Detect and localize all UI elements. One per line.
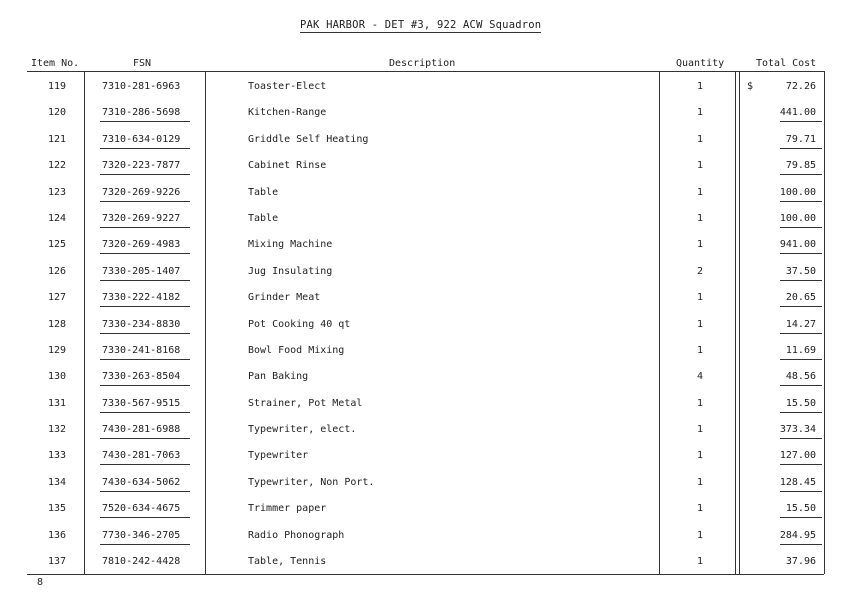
cost-underline [780, 491, 822, 492]
item-number: 136 [48, 529, 67, 541]
item-number: 135 [48, 503, 67, 515]
table-row [0, 179, 850, 205]
quantity: 1 [696, 107, 704, 119]
table-row [0, 258, 850, 284]
total-cost: 100.00 [779, 212, 816, 224]
item-number: 130 [48, 371, 67, 383]
item-number: 134 [48, 476, 67, 488]
table-row [0, 416, 850, 442]
header-item-no: Item No. [31, 58, 80, 69]
cost-underline [780, 385, 822, 386]
fsn-code: 7320-269-9227 [102, 212, 181, 224]
fsn-underline [100, 464, 190, 465]
fsn-underline [100, 517, 190, 518]
quantity: 1 [696, 529, 704, 541]
header-fsn: FSN [133, 58, 152, 69]
table-row [0, 152, 850, 178]
table-top-rule [27, 71, 824, 72]
quantity: 1 [696, 292, 704, 304]
quantity: 1 [696, 556, 704, 568]
fsn-code: 7320-223-7877 [102, 160, 181, 172]
total-cost: 127.00 [779, 450, 816, 462]
quantity: 1 [696, 450, 704, 462]
total-cost: 72.26 [785, 81, 816, 92]
dollar-sign: $ [747, 81, 754, 92]
table-row [0, 495, 850, 521]
fsn-code: 7330-567-9515 [102, 397, 181, 409]
description: Typewriter [248, 450, 309, 462]
cost-underline [780, 544, 822, 545]
description: Kitchen-Range [248, 107, 327, 119]
fsn-underline [100, 148, 190, 149]
description: Grinder Meat [248, 292, 321, 304]
cost-underline [780, 438, 822, 439]
total-cost: 20.65 [785, 292, 816, 304]
total-cost: 15.50 [785, 397, 816, 409]
fsn-underline [100, 174, 190, 175]
description: Pot Cooking 40 qt [248, 318, 351, 330]
cost-underline [780, 253, 822, 254]
table-row [0, 99, 850, 125]
fsn-code: 7320-269-9226 [102, 186, 181, 198]
cost-underline [780, 148, 822, 149]
cost-underline [780, 280, 822, 281]
total-cost: 284.95 [779, 529, 816, 541]
fsn-code: 7330-234-8830 [102, 318, 181, 330]
item-number: 132 [48, 424, 67, 436]
fsn-underline [100, 253, 190, 254]
quantity: 1 [696, 424, 704, 436]
quantity: 1 [696, 133, 704, 145]
table-row [0, 311, 850, 337]
header-description: Description [389, 58, 456, 69]
quantity: 1 [696, 239, 704, 251]
total-cost: 128.45 [779, 476, 816, 488]
fsn-underline [100, 333, 190, 334]
table-row [0, 205, 850, 231]
fsn-underline [100, 438, 190, 439]
description: Strainer, Pot Metal [248, 397, 363, 409]
fsn-underline [100, 491, 190, 492]
total-cost: 100.00 [779, 186, 816, 198]
description: Jug Insulating [248, 265, 333, 277]
item-number: 120 [48, 107, 67, 119]
total-cost: 79.85 [785, 160, 816, 172]
fsn-code: 7430-281-7063 [102, 450, 181, 462]
description: Table [248, 212, 279, 224]
table-row [0, 390, 850, 416]
description: Trimmer paper [248, 503, 327, 515]
total-cost: 373.34 [779, 424, 816, 436]
table-row [0, 126, 850, 152]
cost-underline [780, 201, 822, 202]
description: Pan Baking [248, 371, 309, 383]
description: Toaster-Elect [248, 81, 327, 92]
item-number: 131 [48, 397, 67, 409]
quantity: 1 [696, 344, 704, 356]
item-number: 133 [48, 450, 67, 462]
fsn-code: 7330-263-8504 [102, 371, 181, 383]
cost-underline [780, 306, 822, 307]
fsn-underline [100, 121, 190, 122]
total-cost: 15.50 [785, 503, 816, 515]
item-number: 123 [48, 186, 67, 198]
total-cost: 11.69 [785, 344, 816, 356]
total-cost: 941.00 [779, 239, 816, 251]
description: Mixing Machine [248, 239, 333, 251]
item-number: 122 [48, 160, 67, 172]
item-number: 128 [48, 318, 67, 330]
item-number: 119 [48, 81, 67, 92]
table-row [0, 363, 850, 389]
fsn-underline [100, 412, 190, 413]
total-cost: 37.50 [785, 265, 816, 277]
total-cost: 48.56 [785, 371, 816, 383]
item-number: 125 [48, 239, 67, 251]
fsn-code: 7520-634-4675 [102, 503, 181, 515]
fsn-underline [100, 385, 190, 386]
fsn-underline [100, 227, 190, 228]
description: Radio Phonograph [248, 529, 345, 541]
table-row [0, 231, 850, 257]
item-number: 127 [48, 292, 67, 304]
description: Table [248, 186, 279, 198]
fsn-code: 7430-281-6988 [102, 424, 181, 436]
fsn-code: 7430-634-5062 [102, 476, 181, 488]
description: Griddle Self Heating [248, 133, 369, 145]
fsn-code: 7330-222-4182 [102, 292, 181, 304]
item-number: 124 [48, 212, 67, 224]
fsn-underline [100, 306, 190, 307]
table-row [0, 73, 850, 99]
table-row [0, 442, 850, 468]
cost-underline [780, 174, 822, 175]
table-row [0, 522, 850, 548]
total-cost: 79.71 [785, 133, 816, 145]
total-cost: 14.27 [785, 318, 816, 330]
cost-underline [780, 333, 822, 334]
inventory-table [0, 73, 850, 574]
quantity: 2 [696, 265, 704, 277]
cost-underline [780, 227, 822, 228]
fsn-code: 7310-281-6963 [102, 81, 181, 92]
fsn-code: 7730-346-2705 [102, 529, 181, 541]
fsn-underline [100, 544, 190, 545]
description: Table, Tennis [248, 556, 327, 568]
fsn-code: 7310-286-5698 [102, 107, 181, 119]
page-number: 8 [37, 577, 44, 588]
item-number: 126 [48, 265, 67, 277]
header-quantity: Quantity [676, 58, 725, 69]
cost-underline [780, 359, 822, 360]
fsn-underline [100, 359, 190, 360]
total-cost: 441.00 [779, 107, 816, 119]
quantity: 1 [696, 503, 704, 515]
table-row [0, 337, 850, 363]
fsn-code: 7330-205-1407 [102, 265, 181, 277]
quantity: 4 [696, 371, 704, 383]
description: Bowl Food Mixing [248, 344, 345, 356]
item-number: 137 [48, 556, 67, 568]
quantity: 1 [696, 186, 704, 198]
table-row [0, 469, 850, 495]
fsn-underline [100, 280, 190, 281]
description: Typewriter, elect. [248, 424, 357, 436]
fsn-code: 7810-242-4428 [102, 556, 181, 568]
fsn-code: 7330-241-8168 [102, 344, 181, 356]
quantity: 1 [696, 212, 704, 224]
cost-underline [780, 121, 822, 122]
cost-underline [780, 412, 822, 413]
quantity: 1 [696, 318, 704, 330]
cost-underline [780, 517, 822, 518]
fsn-underline [100, 201, 190, 202]
table-row [0, 548, 850, 574]
table-row [0, 284, 850, 310]
quantity: 1 [696, 397, 704, 409]
quantity: 1 [696, 476, 704, 488]
item-number: 129 [48, 344, 67, 356]
header-total-cost: Total Cost [756, 58, 817, 69]
description: Typewriter, Non Port. [248, 476, 375, 488]
quantity: 1 [696, 81, 704, 92]
fsn-code: 7310-634-0129 [102, 133, 181, 145]
cost-underline [780, 464, 822, 465]
item-number: 121 [48, 133, 67, 145]
description: Cabinet Rinse [248, 160, 327, 172]
fsn-code: 7320-269-4983 [102, 239, 181, 251]
quantity: 1 [696, 160, 704, 172]
page-title: PAK HARBOR - DET #3, 922 ACW Squadron [300, 19, 542, 31]
total-cost: 37.96 [785, 556, 816, 568]
